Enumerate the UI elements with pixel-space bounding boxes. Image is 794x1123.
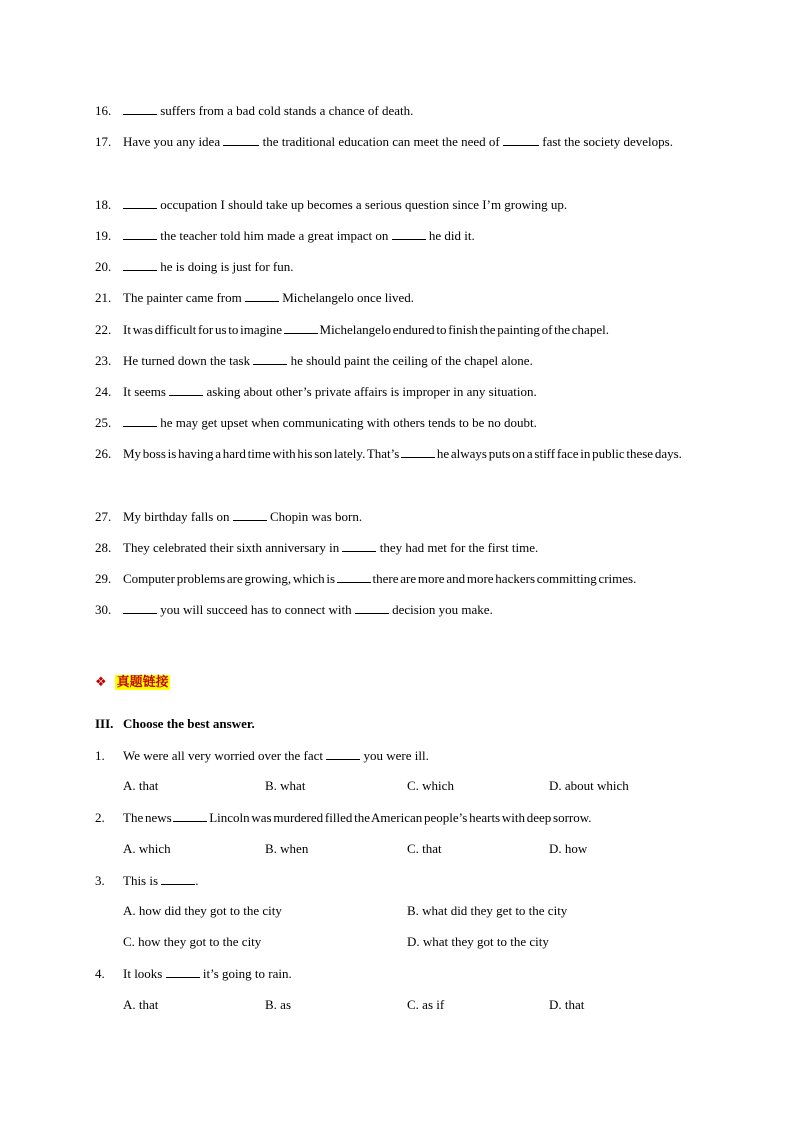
answer-blank [342, 541, 376, 552]
part-heading [95, 711, 255, 737]
option-c: C. as if [407, 997, 445, 1012]
option-b: B. when [265, 841, 309, 856]
question-18: 18. occupation I should take up becomes a serious question since I’m growing up. [95, 189, 700, 220]
question-25: 25. he may get upset when communicating with others tends to be no doubt. [95, 407, 700, 438]
question-number: 23. [95, 353, 112, 368]
mc-question-4: 4. It looks it’s going to rain. [95, 958, 700, 989]
question-number: 17. [95, 134, 112, 149]
question-number: 26. [95, 446, 112, 461]
answer-blank [123, 198, 157, 209]
question-number: 22. [95, 322, 112, 337]
answer-blank [245, 291, 279, 302]
question-30: 30. you will succeed has to connect with decision you make. [95, 594, 700, 625]
option-b: B. as [265, 997, 291, 1012]
answer-blank [392, 229, 426, 240]
answer-blank [123, 416, 157, 427]
question-24: 24. It seems asking about other’s private affairs is improper in any situation. [95, 376, 700, 407]
option-d: D. about which [549, 778, 629, 793]
question-number: 18. [95, 197, 112, 212]
part-number: III. [95, 716, 114, 731]
mc-question-3: 3. This is . [95, 865, 700, 896]
question-29: 29. Computer problems are growing, which is there are more and more hackers committing crimes. [95, 563, 700, 594]
option-b: B. what [265, 778, 306, 793]
answer-blank [503, 135, 539, 146]
answer-blank [123, 603, 157, 614]
question-23: 23. He turned down the task he should paint the ceiling of the chapel alone. [95, 345, 700, 376]
option-a: A. that [123, 997, 159, 1012]
question-number: 3. [95, 873, 105, 888]
question-20: 20. he is doing is just for fun. [95, 251, 700, 282]
question-number: 25. [95, 415, 112, 430]
answer-blank [401, 447, 435, 458]
option-c: C. how they got to the city [123, 934, 262, 949]
question-number: 20. [95, 259, 112, 274]
part-title: Choose the best answer. [123, 716, 255, 731]
option-b: B. what did they get to the city [407, 903, 568, 918]
answer-blank [284, 323, 318, 334]
section-header [95, 671, 170, 695]
question-28: 28. They celebrated their sixth anniversary in they had met for the first time. [95, 532, 700, 563]
mc-question-2: 2. The news Lincoln was murdered filled the American people’s hearts with deep sorrow. [95, 802, 700, 833]
option-a: A. that [123, 778, 159, 793]
answer-blank [169, 385, 203, 396]
mc-question-1: 1. We were all very worried over the fact you were ill. [95, 740, 700, 771]
question-22: 22. It was difficult for us to imagine Michelangelo endured to finish the painting of the chapel. [95, 314, 700, 345]
question-number: 29. [95, 571, 112, 586]
question-number: 4. [95, 966, 105, 981]
option-a: A. which [123, 841, 171, 856]
question-number: 19. [95, 228, 112, 243]
diamond-bullet-icon: ❖ [95, 675, 107, 690]
answer-blank [223, 135, 259, 146]
question-number: 16. [95, 103, 112, 118]
option-d: D. that [549, 997, 585, 1012]
question-16: 16. suffers from a bad cold stands a chance of death. [95, 95, 700, 126]
answer-blank [337, 572, 371, 583]
option-d: D. how [549, 841, 588, 856]
option-c: C. that [407, 841, 442, 856]
question-number: 30. [95, 602, 112, 617]
question-number: 2. [95, 810, 105, 825]
question-27: 27. My birthday falls on Chopin was born. [95, 501, 700, 532]
option-a: A. how did they got to the city [123, 903, 282, 918]
option-d: D. what they got to the city [407, 934, 549, 949]
question-number: 27. [95, 509, 112, 524]
answer-blank [166, 967, 200, 978]
answer-blank [173, 811, 207, 822]
option-c: C. which [407, 778, 454, 793]
answer-blank [355, 603, 389, 614]
question-number: 24. [95, 384, 112, 399]
answer-blank [123, 260, 157, 271]
question-number: 28. [95, 540, 112, 555]
answer-blank [253, 354, 287, 365]
section-title: 真题链接 [116, 675, 169, 690]
question-number: 1. [95, 748, 105, 763]
question-26: 26. My boss is having a hard time with his son lately. That’s he always puts on a stiff face in public these days. [95, 438, 700, 469]
question-number: 21. [95, 290, 112, 305]
answer-blank [123, 229, 157, 240]
answer-blank [161, 874, 195, 885]
question-17: 17. Have you any idea the traditional education can meet the need of fast the society develops. [95, 126, 700, 157]
answer-blank [326, 749, 360, 760]
answer-blank [123, 104, 157, 115]
answer-blank [233, 510, 267, 521]
question-21: 21. The painter came from Michelangelo once lived. [95, 282, 700, 313]
question-19: 19. the teacher told him made a great impact on he did it. [95, 220, 700, 251]
